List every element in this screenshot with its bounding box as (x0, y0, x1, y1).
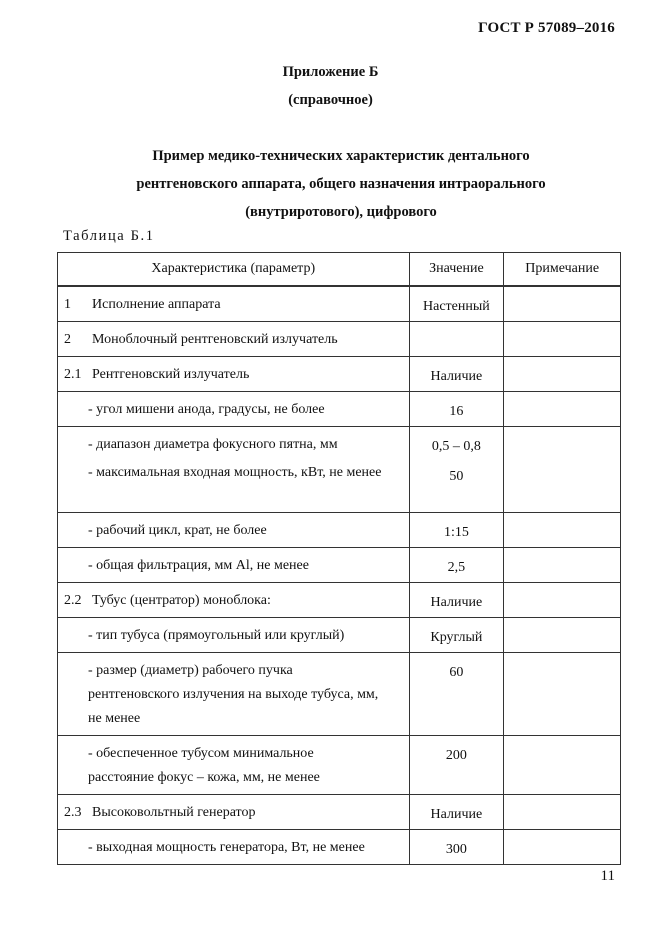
row-number: 2.1 (64, 367, 82, 382)
characteristic-text: - тип тубуса (прямоугольный или круглый) (88, 628, 345, 643)
note-cell (504, 548, 621, 583)
value-cell: 16 (409, 392, 504, 427)
document-title-line: (внутриротового), цифрового (245, 204, 437, 220)
value-cell: Наличие (409, 357, 504, 392)
value-cell: Круглый (409, 618, 504, 653)
characteristic-text: Исполнение аппарата (92, 297, 221, 312)
annex-subtitle: (справочное) (288, 92, 373, 108)
note-cell (504, 618, 621, 653)
page-number: 11 (600, 868, 615, 884)
characteristic-cell (58, 286, 410, 322)
characteristic-text: Моноблочный рентгеновский излучатель (92, 332, 338, 347)
characteristic-text: Тубус (центратор) моноблока: (92, 593, 271, 608)
value-cell: 60 (409, 653, 504, 736)
note-cell (504, 736, 621, 795)
value-cell (409, 322, 504, 357)
characteristic-cell (58, 513, 410, 548)
table-row (58, 795, 621, 830)
characteristic-text: - выходная мощность генератора, Вт, не менее (88, 840, 365, 855)
document-title-line: Пример медико-технических характеристик дентального (152, 148, 530, 164)
characteristic-text: - максимальная входная мощность, кВт, не менее (88, 465, 382, 480)
note-cell (504, 392, 621, 427)
characteristic-text: - диапазон диаметра фокусного пятна, мм (88, 437, 338, 452)
characteristic-cell (58, 736, 410, 795)
table-row (58, 427, 621, 513)
table-row (58, 286, 621, 322)
value-cell: 300 (409, 830, 504, 865)
row-number: 1 (64, 297, 71, 312)
note-cell (504, 653, 621, 736)
table-row (58, 513, 621, 548)
characteristic-text: Рентгеновский излучатель (92, 367, 250, 382)
characteristic-cell (58, 427, 410, 513)
characteristic-text: - общая фильтрация, мм Al, не менее (88, 558, 309, 573)
value-cell: 0,5 – 0,8 50 (409, 427, 504, 513)
value-cell: Наличие (409, 583, 504, 618)
header-value: Значение (409, 253, 504, 287)
table-row (58, 653, 621, 736)
characteristic-cell (58, 583, 410, 618)
characteristic-cell (58, 618, 410, 653)
note-cell (504, 513, 621, 548)
value-cell: Настенный (409, 286, 504, 322)
annex-title: Приложение Б (282, 64, 379, 80)
document-code: ГОСТ Р 57089–2016 (478, 20, 615, 36)
characteristic-text: - рабочий цикл, крат, не более (88, 523, 267, 538)
characteristic-text: - обеспеченное тубусом минимальное расстояние фокус – кожа, мм, не менее (88, 746, 320, 785)
table-row (58, 618, 621, 653)
table-row (58, 548, 621, 583)
note-cell (504, 830, 621, 865)
header-note: Примечание (504, 253, 621, 287)
characteristic-text: Высоковольтный генератор (92, 805, 256, 820)
value-cell: 1:15 (409, 513, 504, 548)
table-caption: Таблица Б.1 (63, 228, 155, 244)
document-title-line: рентгеновского аппарата, общего назначения интраорального (136, 176, 546, 192)
value-cell: 2,5 (409, 548, 504, 583)
characteristic-text: - угол мишени анода, градусы, не более (88, 402, 325, 417)
table-row (58, 322, 621, 357)
table-row (58, 392, 621, 427)
row-number: 2 (64, 332, 71, 347)
table-row (58, 736, 621, 795)
note-cell (504, 427, 621, 513)
table-row (58, 830, 621, 865)
header-characteristic: Характеристика (параметр) (58, 253, 410, 287)
value-cell: 200 (409, 736, 504, 795)
characteristic-cell (58, 830, 410, 865)
table-row (58, 357, 621, 392)
characteristics-table (57, 252, 621, 865)
characteristic-cell (58, 322, 410, 357)
note-cell (504, 795, 621, 830)
note-cell (504, 583, 621, 618)
note-cell (504, 286, 621, 322)
characteristic-text: - размер (диаметр) рабочего пучка рентгеновского излучения на выходе тубуса, мм, не менее (88, 663, 379, 726)
note-cell (504, 357, 621, 392)
characteristic-cell (58, 357, 410, 392)
document-title (96, 142, 586, 226)
row-number: 2.2 (64, 593, 82, 608)
table-row (58, 583, 621, 618)
characteristic-cell (58, 653, 410, 736)
value-cell: Наличие (409, 795, 504, 830)
row-number: 2.3 (64, 805, 82, 820)
characteristic-cell (58, 392, 410, 427)
characteristic-cell (58, 548, 410, 583)
characteristic-cell (58, 795, 410, 830)
note-cell (504, 322, 621, 357)
table-header-row (58, 253, 621, 287)
